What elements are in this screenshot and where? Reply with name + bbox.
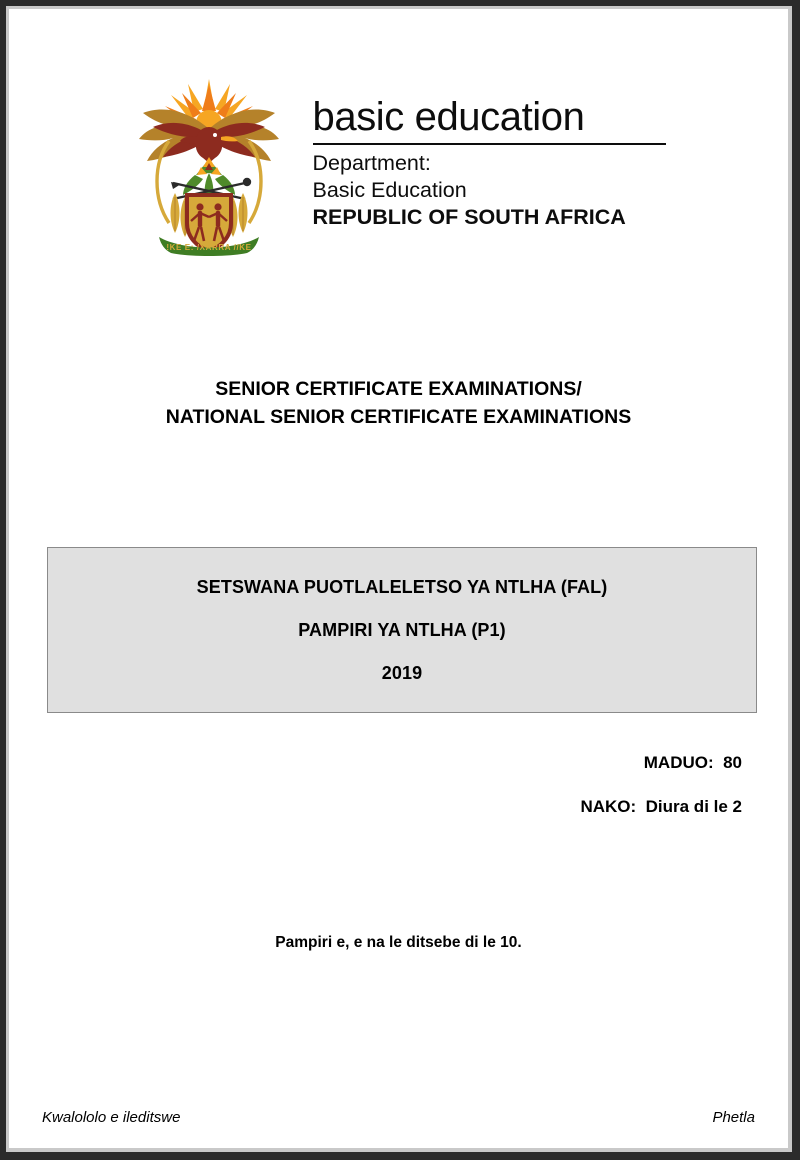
page-frame-bevel: [6, 6, 792, 1152]
subject-box: [47, 547, 757, 713]
exam-heading-line1: SENIOR CERTIFICATE EXAMINATIONS/: [215, 378, 582, 400]
marks-line: MADUO: 80: [643, 753, 742, 772]
wordmark: [313, 71, 673, 231]
footer-turn-over: Phetla: [712, 1109, 755, 1126]
exam-meta: [580, 753, 742, 817]
document-page: [9, 9, 788, 1148]
exam-heading-line2: NATIONAL SENIOR CERTIFICATE EXAMINATIONS: [165, 405, 632, 428]
exam-year: 2019: [381, 662, 423, 683]
south-african-coat-of-arms-emblem: [125, 71, 293, 257]
masthead: [9, 71, 788, 257]
department-label-line1: Department:: [312, 150, 431, 175]
department-label-line2: Basic Education: [312, 177, 467, 202]
subject-title: SETSWANA PUOTLALELETSO YA NTLHA (FAL): [196, 576, 608, 597]
wordmark-title: basic education: [312, 95, 585, 139]
footer-copyright: Kwalololo e ileditswe: [42, 1109, 181, 1126]
svg-text:!KE E: /XARRA //KE: !KE E: /XARRA //KE: [165, 243, 252, 252]
page-footer: [42, 1109, 755, 1126]
country-label: REPUBLIC OF SOUTH AFRICA: [312, 204, 626, 229]
paper-title: PAMPIRI YA NTLHA (P1): [298, 619, 506, 640]
page-count-note: Pampiri e, e na le ditsebe di le 10.: [275, 934, 522, 951]
time-line: NAKO: Diura di le 2: [580, 797, 742, 816]
exam-heading: [9, 376, 788, 431]
wordmark-divider: [313, 143, 666, 145]
